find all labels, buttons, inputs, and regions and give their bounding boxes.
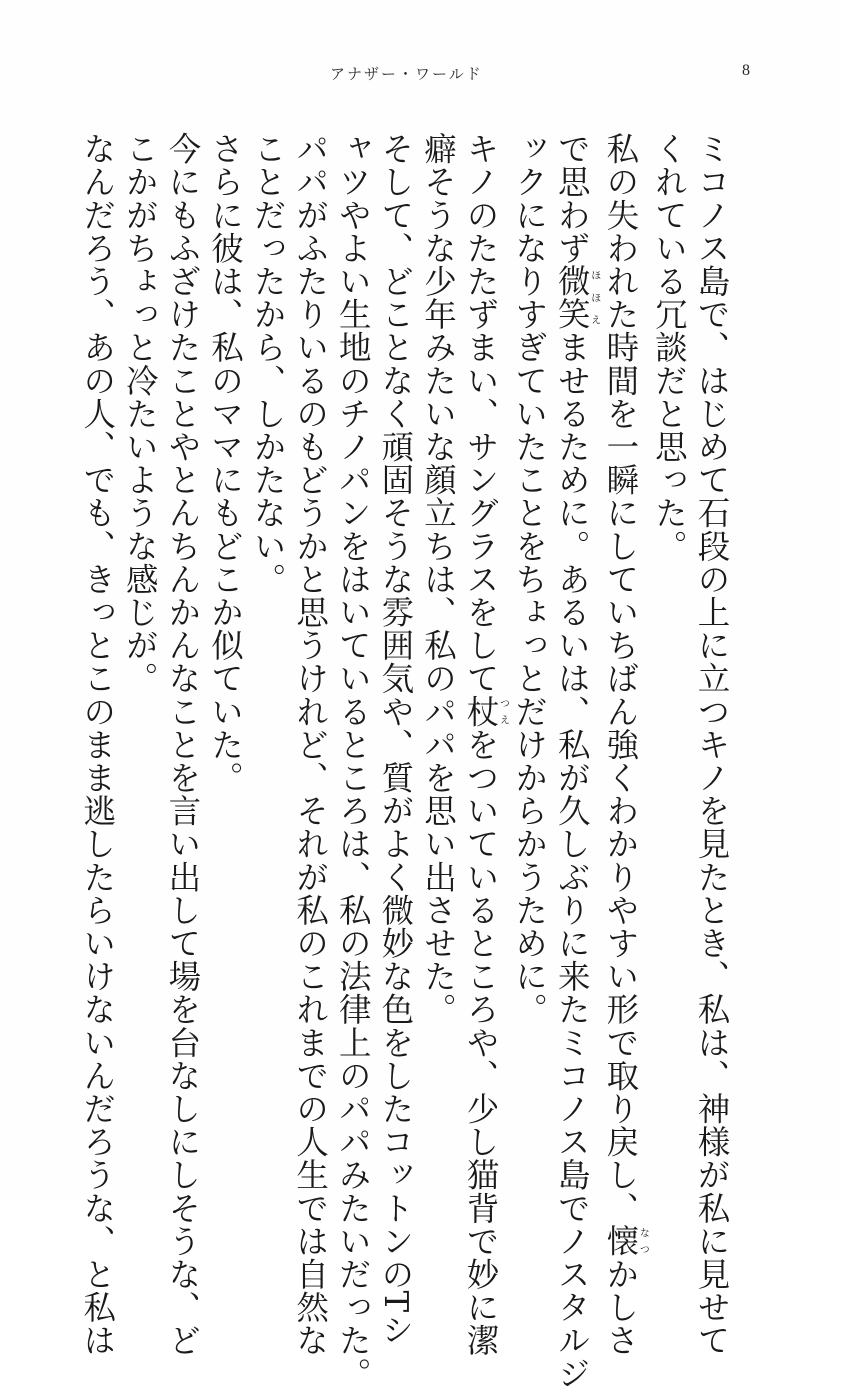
text-line-6-tail: をついているところや、少し猫背で妙に潔: [462, 727, 501, 1357]
text-line-3-tail: かしさ: [601, 1257, 640, 1357]
text-line-3-head: 私の失われた時間を一瞬にしていちばん強くわかりやすい形で取り戻し、: [601, 132, 640, 1225]
ruby-natsu-reading: なつ: [637, 1224, 649, 1258]
text-line-4: [551, 132, 600, 1390]
text-line-4-head: で思わず: [553, 132, 592, 265]
text-line-13: 今にもふざけたことやとんちんかんなことを言い出して場を台なしにしそうな、ど: [163, 132, 202, 1357]
body-text: [76, 132, 733, 1390]
text-line-14: こかがちょっと冷たいような感じが。: [121, 132, 160, 695]
text-line-15: なんだろう、あの人、でも、きっとこのまま逃したらいけないんだろうな、と私は: [78, 132, 117, 1357]
text-line-1: ミコノス島で、はじめて石段の上に立つキノを見たとき、私は、神様が私に見せて: [693, 132, 731, 1357]
ruby-hohoe: [553, 264, 600, 331]
ruby-hohoe-base: 微笑: [553, 264, 592, 331]
text-line-7: 癖そうな少年みたいな顔立ちは、私のパパを思い出させた。: [419, 132, 458, 1026]
page-number: 8: [742, 62, 750, 79]
ruby-tsue-base: 杖: [462, 694, 501, 728]
text-line-6: [459, 132, 509, 1357]
text-line-11: ことだったから、しかたない。: [249, 132, 288, 596]
text-line-12: さらに彼は、私のママにもどこか似ていた。: [206, 132, 245, 794]
ruby-tsue: [462, 694, 509, 728]
text-line-4-tail: ませるために。あるいは、私が久しぶりに来たミコノス島でノスタルジ: [553, 330, 592, 1390]
ruby-tsue-reading: つえ: [497, 694, 509, 728]
text-line-5: ックになりすぎていたことをちょっとだけからかうために。: [510, 132, 549, 1026]
text-line-8: そして、どことなく頑固そうな雰囲気や、質がよく微妙な色をしたコットンのTシ: [376, 132, 415, 1346]
ruby-natsu-base: 懐: [601, 1224, 640, 1258]
text-line-10: パパがふたりいるのもどうかと思うけれど、それが私のこれまでの人生では自然な: [291, 132, 330, 1357]
ruby-natsu: [601, 1224, 649, 1258]
running-head-title: アナザー・ワールド: [330, 65, 483, 83]
text-line-3: [599, 132, 649, 1357]
text-line-2: くれている冗談だと思った。: [650, 132, 689, 563]
text-line-9: ャツやよい生地のチノパンをはいているところは、私の法律上のパパみたいだった。: [334, 132, 373, 1390]
ruby-hohoe-reading: ほほえ: [588, 264, 600, 331]
text-line-6-head: キノのたたずまい、サングラスをして: [462, 132, 501, 695]
